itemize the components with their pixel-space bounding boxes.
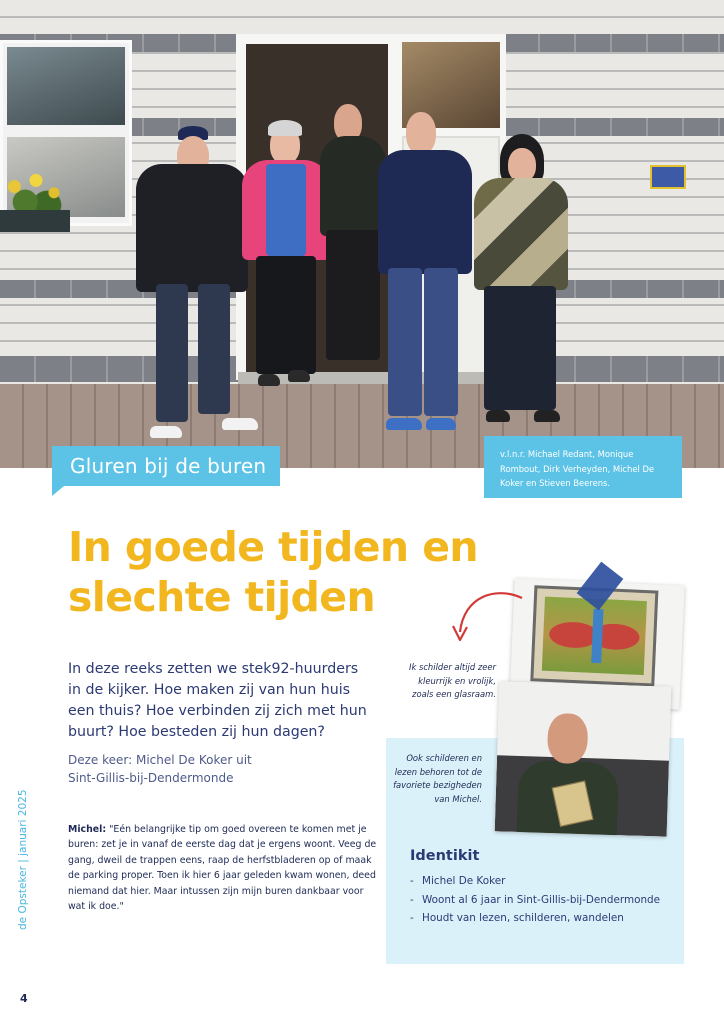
headline-line-2: slechte tijden [68,573,376,621]
house-sign [650,165,686,189]
painting-note: Ik schilder altijd zeer kleurrijk en vrolijk, zoals een glasraam. [408,662,496,700]
portrait-head [547,713,589,764]
group-photo [0,0,724,468]
identikit-item-name: - Michel De Koker [408,874,668,889]
identikit-list [408,874,668,930]
section-kicker: Gluren bij de buren [52,446,280,486]
quote-paragraph [68,822,382,914]
identikit-item-hobbies: - Houdt van lezen, schilderen, wandelen [408,911,668,926]
identikit-title: Identikit [410,848,480,864]
page-number: 4 [20,992,28,1005]
subject-line-1: Deze keer: Michel De Koker uit [68,753,252,767]
intro-paragraph: In deze reeks zetten we stek92-huurders in de kijker. Hoe maken zij van hun huis een thuis? Hoe verbinden zij zich met hun buurt? Hoe besteden zij hun dagen? [68,661,367,740]
portrait-photo [495,681,672,836]
quote-text: "Eén belangrijke tip om goed overeen te komen met je buren: zet je in vanaf de eerste dag dat je ergens woont. Veeg de gang, dweil de trappen eens, raap de herfstbladeren op of maak de parking proper. Toen ik hier 6 jaar geleden kwam wonen, deed niemand dat hier. Maar intussen zijn mijn buren dankbaar voor wat ik doe." [68,824,377,913]
subject-line-2: Sint-Gillis-bij-Dendermonde [68,770,234,785]
hobbies-note: Ook schilderen en lezen behoren tot de favoriete bezigheden van Michel. [393,753,482,804]
subject-line [68,752,368,787]
curved-arrow-icon [446,588,526,650]
identikit-item-residence: - Woont al 6 jaar in Sint-Gillis-bij-Dendermonde [408,893,668,908]
headline-line-1: In goede tijden en [68,523,478,571]
planter-box [0,210,70,232]
quote-speaker: Michel: [68,824,107,835]
magazine-side-label: de Opsteker | januari 2025 [17,789,29,930]
photo-caption: v.l.n.r. Michael Redant, Monique Rombout, Dirk Verheyden, Michel De Koker en Stieven Beerens. [484,436,682,498]
